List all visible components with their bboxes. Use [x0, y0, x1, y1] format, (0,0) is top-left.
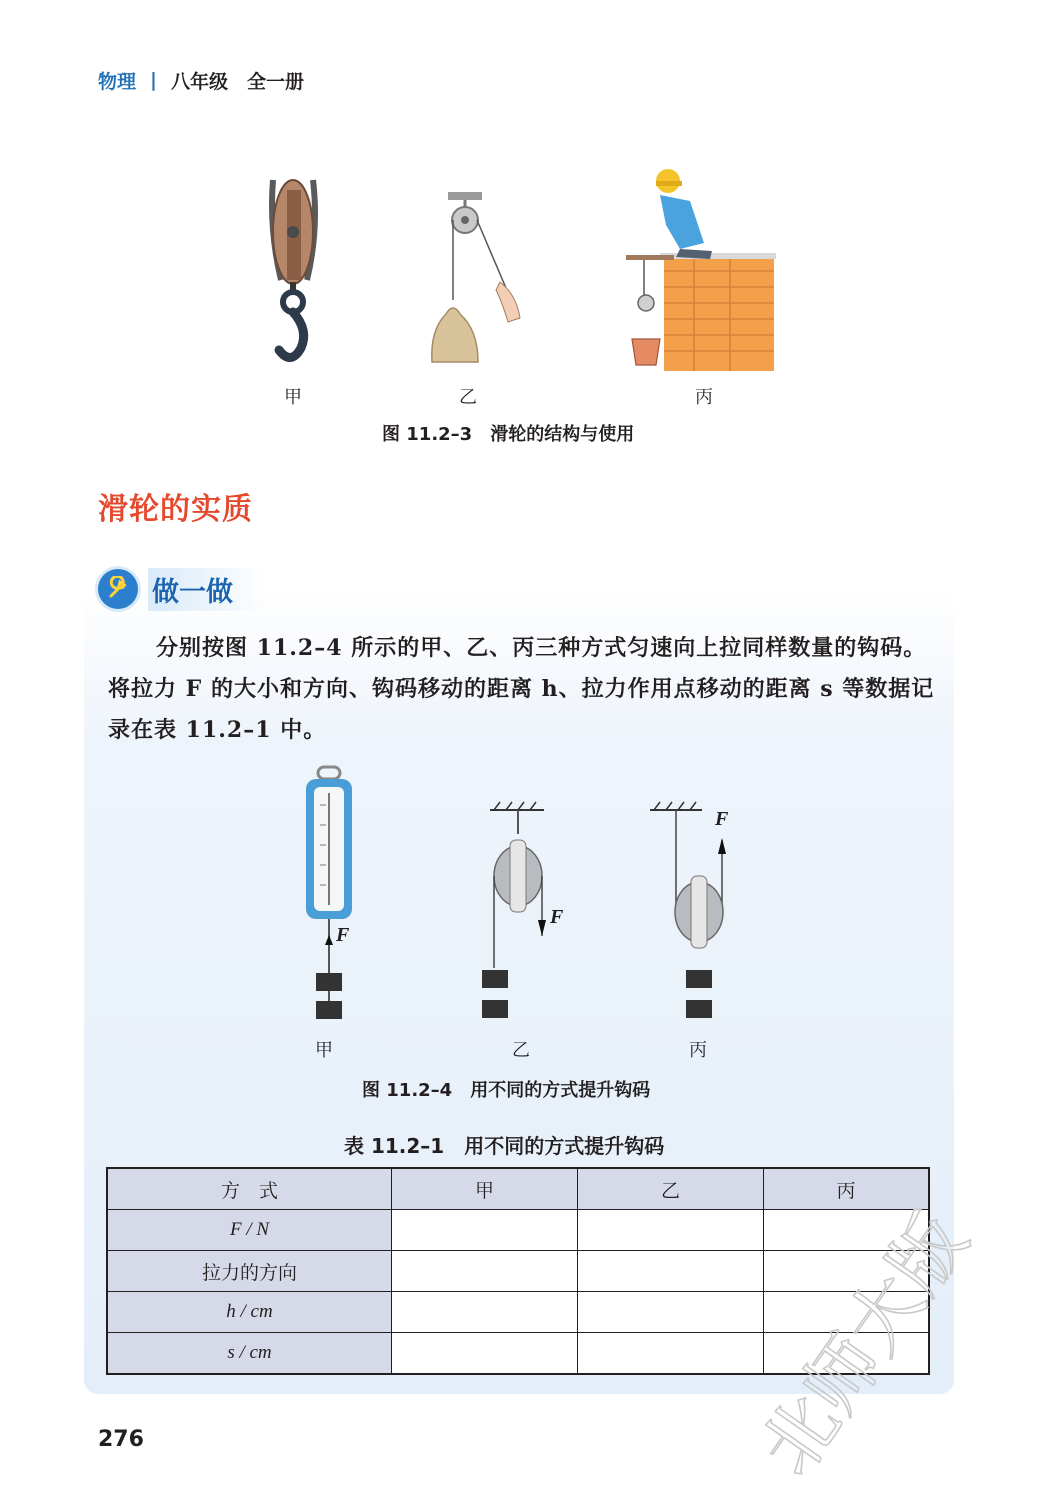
table-header-cell: 乙	[578, 1168, 764, 1210]
figure2-label-yi: 乙	[512, 1040, 530, 1061]
page-number: 276	[98, 1427, 144, 1452]
section-title: 滑轮的实质	[98, 492, 253, 527]
table-cell	[392, 1292, 578, 1333]
activity-title: 做一做	[148, 568, 267, 611]
table-header-cell: 方 式	[107, 1168, 392, 1210]
table-caption: 表 11.2–1 用不同的方式提升钩码	[344, 1134, 665, 1158]
figure1-caption: 图 11.2–3 滑轮的结构与使用	[382, 424, 635, 445]
header-separator: |	[150, 69, 157, 91]
fixed-pulley-setup-yi	[480, 800, 560, 1024]
movable-pulley-setup-bing	[650, 800, 730, 1024]
row-label: 拉力的方向	[107, 1251, 392, 1292]
row-label: F / N	[107, 1210, 392, 1251]
table-cell	[578, 1292, 764, 1333]
grade-label: 八年级 全一册	[170, 70, 304, 93]
force-label-jia: F	[336, 924, 350, 946]
worker-wall-illustration	[620, 165, 780, 375]
table-cell	[578, 1210, 764, 1251]
table-header-cell: 甲	[392, 1168, 578, 1210]
figure2-caption: 图 11.2–4 用不同的方式提升钩码	[362, 1080, 651, 1101]
fixed-pulley-sack-illustration	[420, 190, 530, 366]
activity-instructions: 分别按图 11.2–4 所示的甲、乙、丙三种方式匀速向上拉同样数量的钩码。将拉力 F 的大小和方向、钩码移动的距离 h、拉力作用点移动的距离 s 等数据记录在表 11.2–1 中。	[108, 635, 935, 743]
figure2-label-bing: 丙	[689, 1040, 707, 1061]
figure2-label-jia: 甲	[315, 1040, 333, 1061]
pulley-block-illustration	[255, 170, 335, 370]
figure1-label-jia: 甲	[284, 387, 302, 408]
spring-scale-setup-jia	[300, 765, 360, 1027]
watermark-text: 北师大版	[744, 1198, 985, 1491]
table-cell	[578, 1251, 764, 1292]
table-header-cell: 丙	[764, 1168, 930, 1210]
row-label: h / cm	[107, 1292, 392, 1333]
table-cell	[392, 1251, 578, 1292]
row-label: s / cm	[107, 1333, 392, 1375]
publisher-watermark	[740, 1180, 1060, 1500]
figure1-label-bing: 丙	[695, 387, 713, 408]
force-label-yi: F	[550, 906, 564, 928]
table-cell	[392, 1210, 578, 1251]
figure1-label-yi: 乙	[459, 387, 477, 408]
table-cell	[392, 1333, 578, 1375]
activity-header	[98, 566, 267, 612]
subject-label: 物理	[98, 70, 137, 93]
wrench-icon	[98, 569, 138, 609]
force-label-bing: F	[715, 808, 729, 830]
running-header	[98, 66, 304, 94]
table-cell	[578, 1333, 764, 1375]
